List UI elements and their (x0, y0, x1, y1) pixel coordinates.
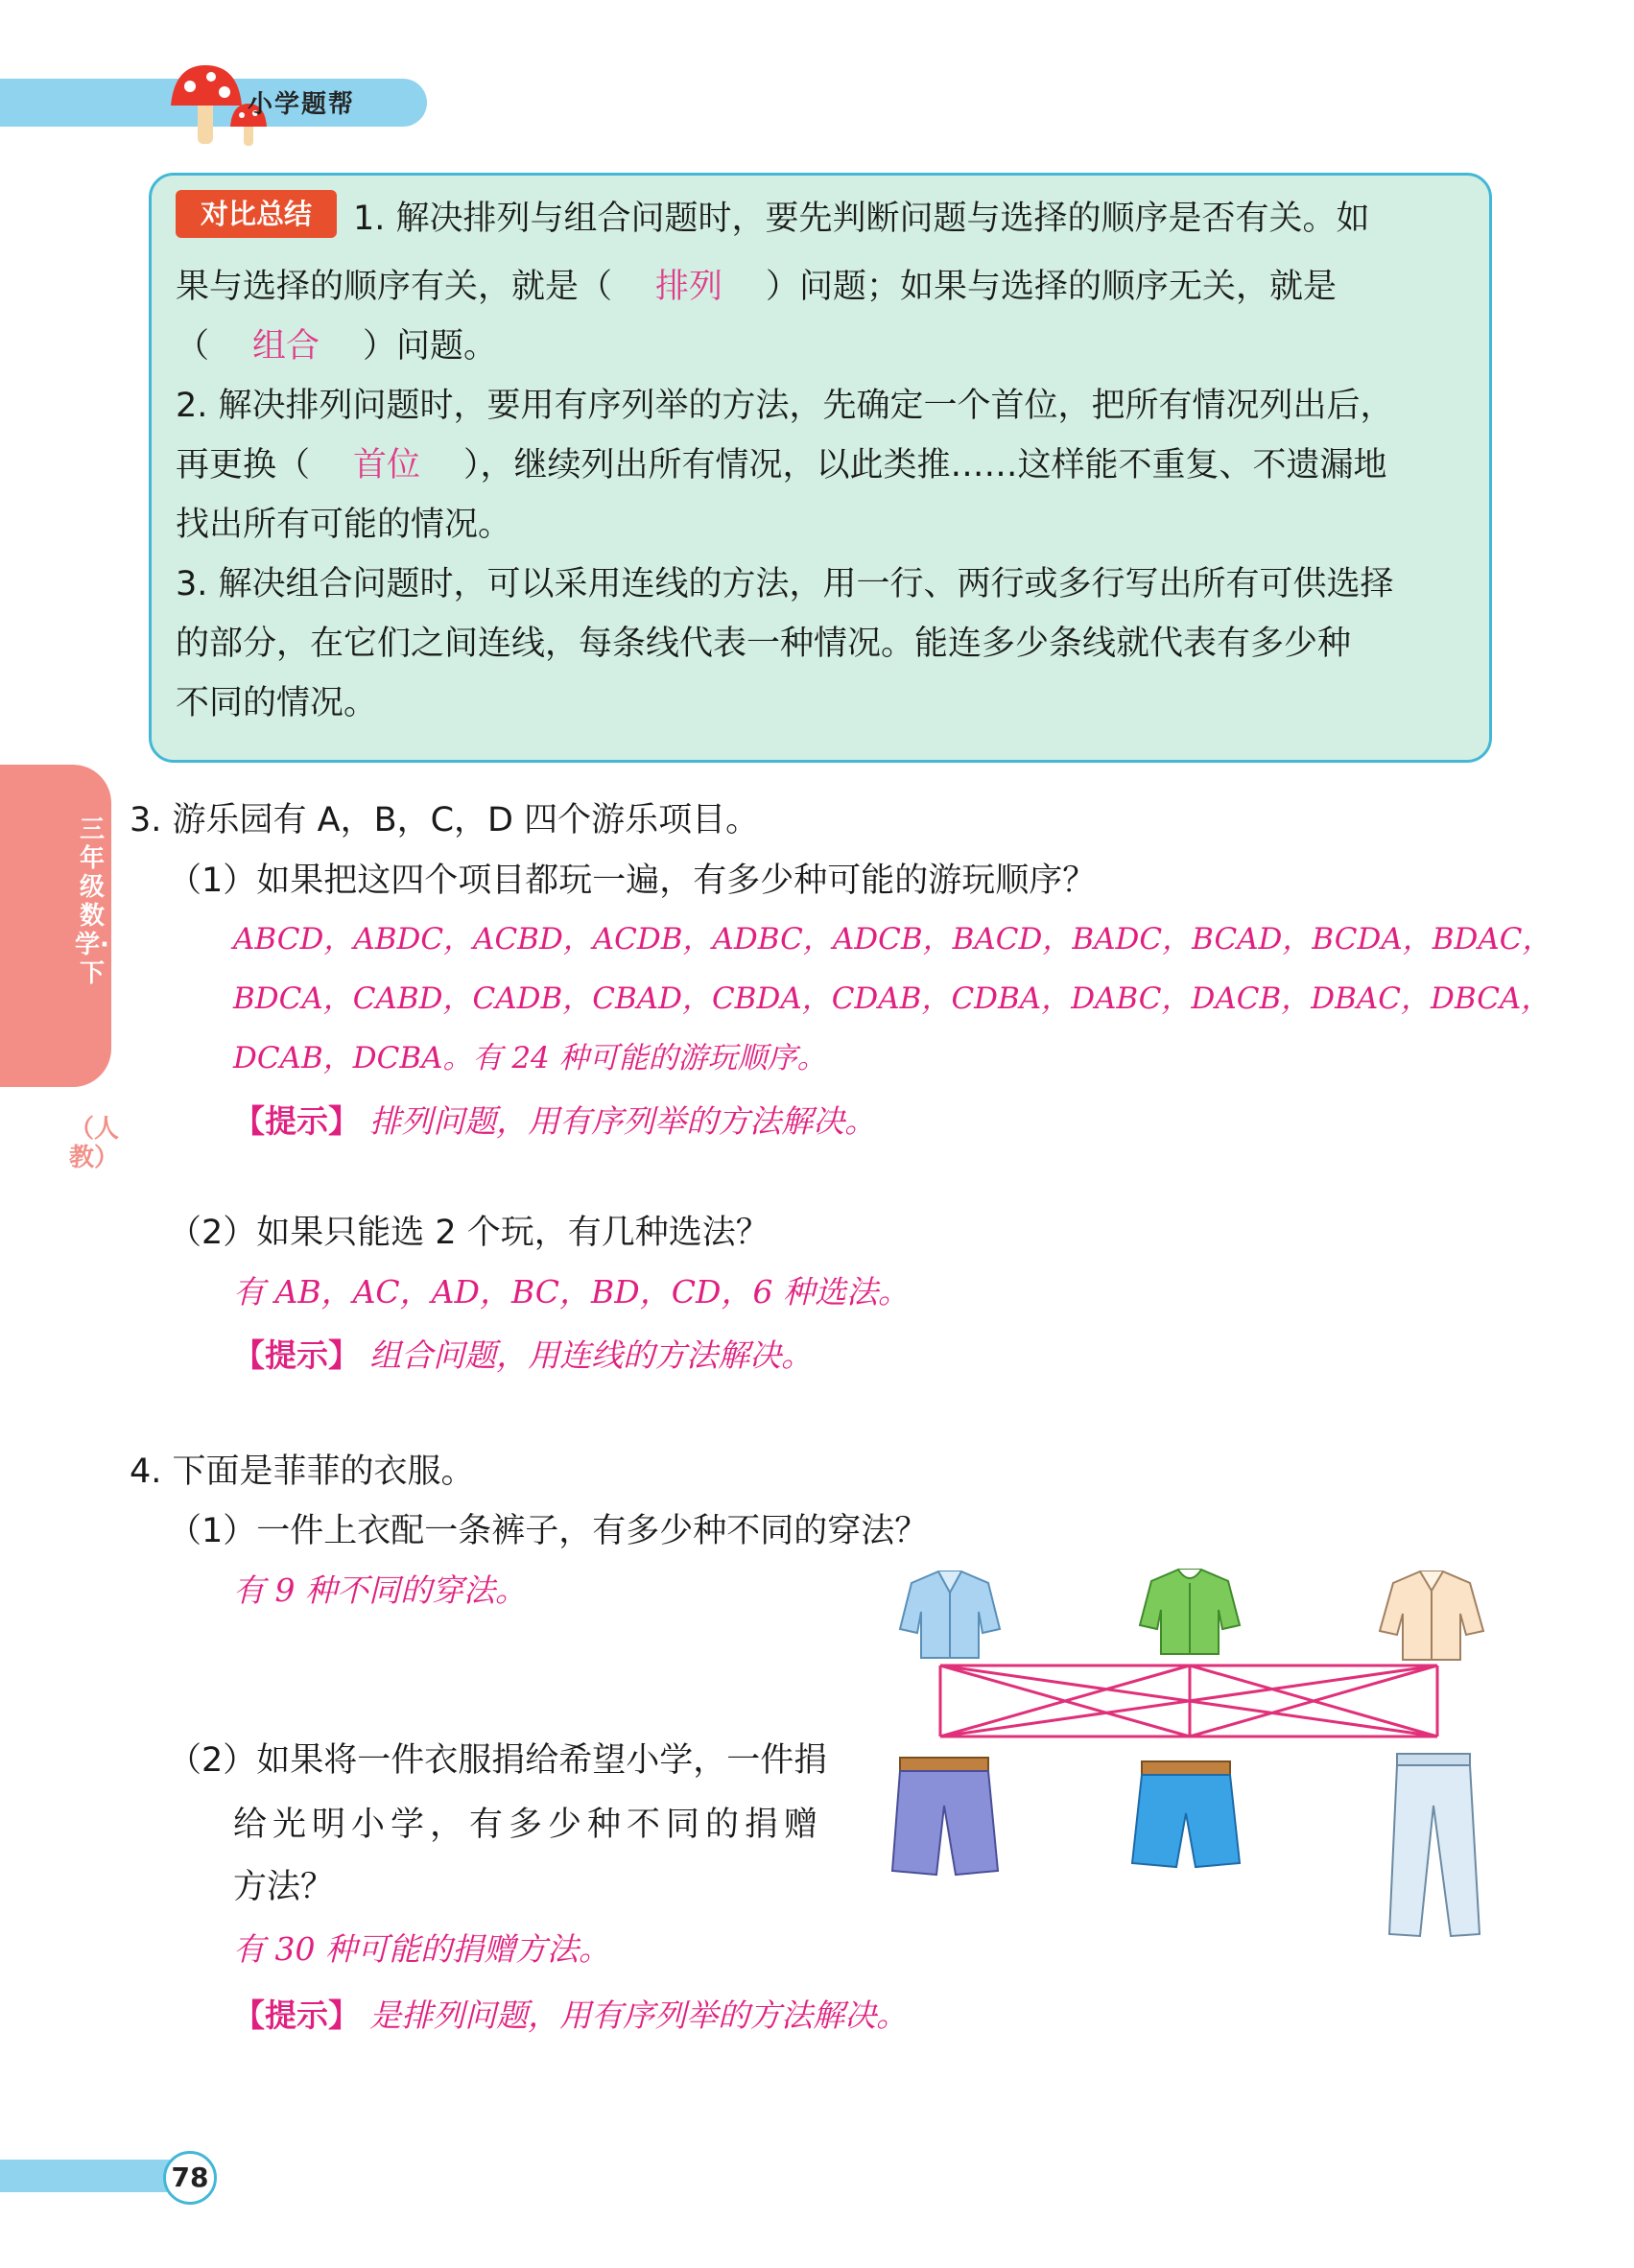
summary-p3-line2: 的部分，在它们之间连线，每条线代表一种情况。能连多少条线就代表有多少种 (176, 625, 1352, 663)
q4-ans2: 有 30 种可能的捐赠方法。 (233, 1930, 610, 1968)
q4-sub2-line1: （2）如果将一件衣服捐给希望小学，一件捐 (168, 1741, 828, 1780)
q4-ans1: 有 9 种不同的穿法。 (233, 1571, 527, 1609)
connection-lines (940, 1666, 1437, 1736)
summary-p3-line1: 3. 解决组合问题时，可以采用连线的方法，用一行、两行或多行写出所有可供选择 (176, 565, 1394, 603)
q3-hint1: 【提示】 排列问题，用有序列举的方法解决。 (233, 1102, 877, 1140)
summary-p2-line1: 2. 解决排列问题时，要用有序列举的方法，先确定一个首位，把所有情况列出后， (176, 387, 1394, 425)
q3-sub1: （1）如果把这四个项目都玩一遍，有多少种可能的游玩顺序？ (168, 862, 1097, 900)
q4-hint2: 【提示】 是排列问题，用有序列举的方法解决。 (233, 1996, 909, 2034)
q3-hint2: 【提示】 组合问题，用连线的方法解决。 (233, 1336, 814, 1374)
clothes-diagram (864, 1554, 1516, 1957)
q3-ans1-line1: ABCD，ABDC，ACBD，ACDB，ADBC，ADCB，BACD，BADC，BCAD，BCDA，BDAC， (233, 922, 1552, 957)
shorts-icon-purple (892, 1758, 998, 1875)
q4-sub1: （1）一件上衣配一条裤子，有多少种不同的穿法？ (168, 1512, 929, 1550)
blank-answer-combination: 组合 (252, 327, 320, 366)
page-number: 78 (163, 2151, 217, 2205)
q4-stem: 4. 下面是菲菲的衣服。 (130, 1453, 475, 1491)
q4-sub2-line3: 方法？ (233, 1868, 335, 1906)
summary-p1-line1: 1. 解决排列与组合问题时，要先判断问题与选择的顺序是否有关。如 (353, 200, 1370, 238)
blank-answer-first-position: 首位 (353, 446, 421, 484)
shirt-icon-blue (900, 1571, 1000, 1658)
q3-ans2: 有 AB，AC，AD，BC，BD，CD，6 种选法。 (233, 1273, 910, 1311)
q4-sub2-line2: 给光明小学，有多少种不同的捐赠 (233, 1806, 824, 1844)
summary-p1-line3: （ 组合 ）问题。 (176, 317, 497, 376)
q3-ans1-line2: BDCA，CABD，CADB，CBAD，CBDA，CDAB，CDBA，DABC，DACB，DBAC，DBCA， (233, 981, 1551, 1016)
q3-ans1-line3: DCAB，DCBA。有 24 种可能的游玩顺序。 (233, 1041, 827, 1075)
summary-p1-line2: 果与选择的顺序有关，就是（ 排列 ）问题；如果与选择的顺序无关，就是 (176, 257, 1337, 317)
header-title: 小学题帮 (248, 90, 356, 119)
side-edition-label: （人教） (69, 1115, 120, 1172)
shirt-icon-cream (1380, 1571, 1483, 1660)
summary-p2-line2: 再更换（ 首位 ），继续列出所有情况，以此类推……这样能不重复、不遗漏地 (176, 436, 1387, 495)
shirt-icon-green (1140, 1570, 1240, 1654)
side-grade-label: 三年级数学·下 (75, 815, 109, 988)
q3-sub2: （2）如果只能选 2 个玩，有几种选法？ (168, 1214, 770, 1252)
blank-answer-permutation: 排列 (655, 268, 723, 306)
jeans-icon-light (1389, 1754, 1480, 1936)
summary-p2-line3: 找出所有可能的情况。 (176, 506, 512, 544)
shorts-icon-blue (1132, 1761, 1240, 1867)
summary-p3-line3: 不同的情况。 (176, 684, 378, 722)
footer-bar (0, 2160, 190, 2192)
q3-stem: 3. 游乐园有 A，B，C，D 四个游乐项目。 (130, 801, 760, 839)
summary-tag: 对比总结 (176, 190, 337, 238)
